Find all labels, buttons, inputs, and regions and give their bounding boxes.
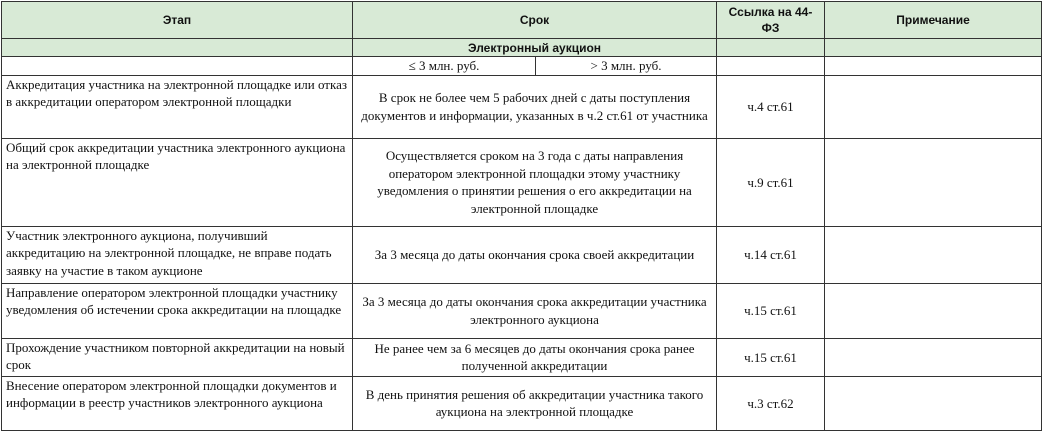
note-cell [825,75,1042,138]
sub-threshold-high: > 3 млн. руб. [536,57,717,76]
stage-cell: Направление оператором электронной площадки участнику уведомления об истечении срока аккредитации на площадке [2,283,353,338]
section-ref-cell [717,39,825,57]
sub-note-cell [825,57,1042,76]
term-cell: В день принятия решения об аккредитации участника такого аукциона на электронной площадке [353,376,717,430]
procurement-stages-table [1,1,1042,431]
note-cell [825,226,1042,283]
table-row [2,376,1042,430]
ref-cell: ч.4 ст.61 [717,75,825,138]
term-cell: В срок не более чем 5 рабочих дней с даты поступления документов и информации, указанных в ч.2 ст.61 от участника [353,75,717,138]
table-row [2,338,1042,376]
note-cell [825,376,1042,430]
sub-ref-cell [717,57,825,76]
stage-cell: Аккредитация участника на электронной площадке или отказ в аккредитации оператором электронной площадки [2,75,353,138]
stage-cell: Общий срок аккредитации участника электронного аукциона на электронной площадке [2,138,353,226]
ref-cell: ч.14 ст.61 [717,226,825,283]
ref-cell: ч.3 ст.62 [717,376,825,430]
section-row [2,39,1042,57]
note-cell [825,283,1042,338]
header-ref: Ссылка на 44-ФЗ [717,2,825,39]
table-row [2,138,1042,226]
subheader-row [2,57,1042,76]
table-row [2,75,1042,138]
ref-cell: ч.9 ст.61 [717,138,825,226]
term-cell: Не ранее чем за 6 месяцев до даты окончания срока ранее полученной аккредитации [353,338,717,376]
stage-cell: Прохождение участником повторной аккредитации на новый срок [2,338,353,376]
stage-cell: Участник электронного аукциона, получивший аккредитацию на электронной площадке, не вправе подать заявку на участие в таком аукционе [2,226,353,283]
table-row [2,226,1042,283]
header-term: Срок [353,2,717,39]
note-cell [825,338,1042,376]
section-note-cell [825,39,1042,57]
term-cell: За 3 месяца до даты окончания срока своей аккредитации [353,226,717,283]
sub-threshold-low: ≤ 3 млн. руб. [353,57,536,76]
note-cell [825,138,1042,226]
table-row [2,283,1042,338]
header-note: Примечание [825,2,1042,39]
section-stage-cell [2,39,353,57]
header-stage: Этап [2,2,353,39]
ref-cell: ч.15 ст.61 [717,283,825,338]
header-row [2,2,1042,39]
term-cell: За 3 месяца до даты окончания срока аккредитации участника электронного аукциона [353,283,717,338]
stage-cell: Внесение оператором электронной площадки документов и информации в реестр участников электронного аукциона [2,376,353,430]
ref-cell: ч.15 ст.61 [717,338,825,376]
section-title: Электронный аукцион [353,39,717,57]
term-cell: Осуществляется сроком на 3 года с даты направления оператором электронной площадки этому участнику уведомления о принятии решения о его аккредитации на электронной площадке [353,138,717,226]
sub-stage-cell [2,57,353,76]
